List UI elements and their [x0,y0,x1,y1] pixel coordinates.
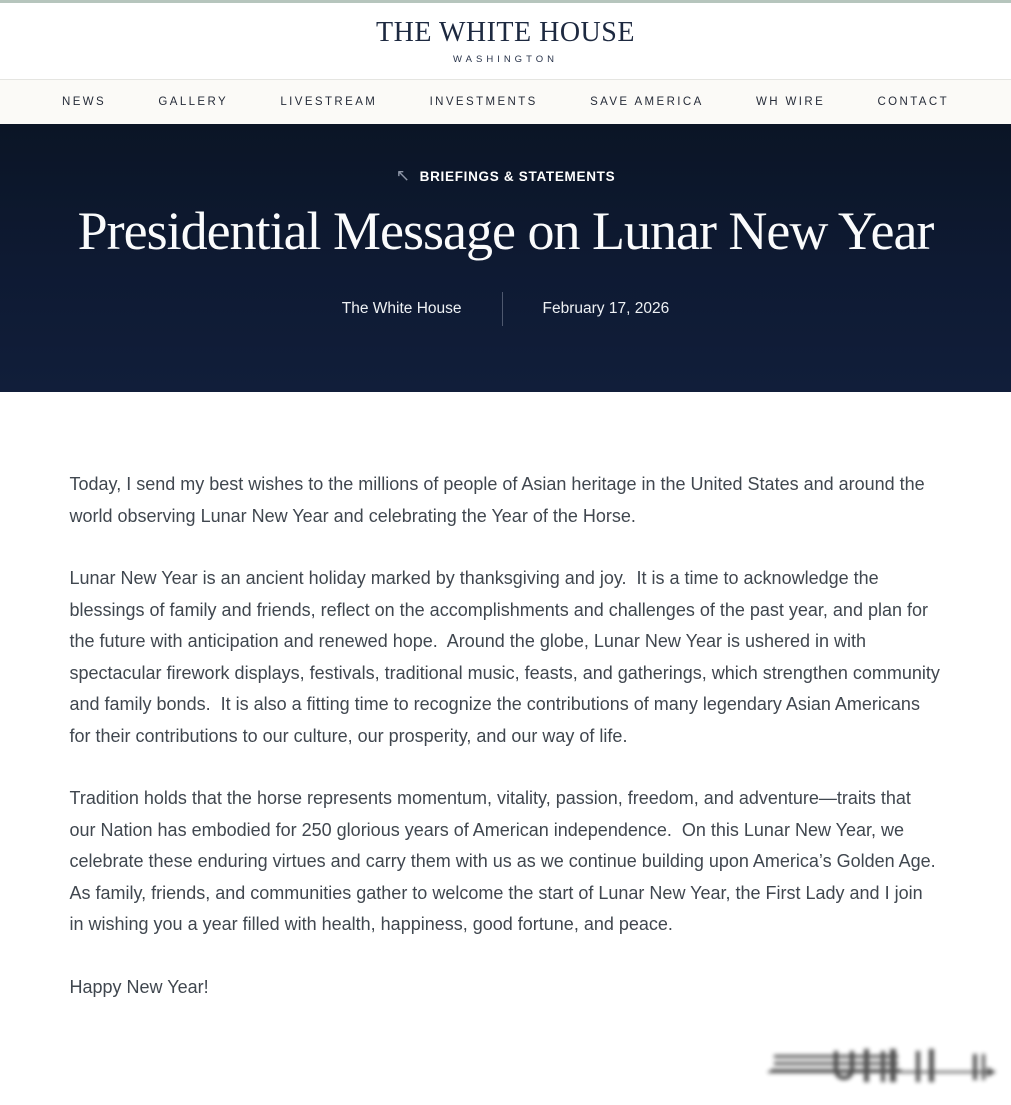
nav-item-news[interactable]: NEWS [62,96,107,108]
watermark-stroke [774,1055,898,1058]
paragraph-1: Today, I send my best wishes to the millions of people of Asian heritage in the United States and around the world observing Lunar New Year and celebrating the Year of the Horse. [69,474,930,526]
primary-nav [0,80,1011,124]
logo-title: THE WHITE HOUSE [376,17,635,48]
watermark-stroke [774,1062,898,1065]
page-title: Presidential Message on Lunar New Year [77,201,934,261]
breadcrumb-label: BRIEFINGS & STATEMENTS [419,169,616,184]
breadcrumb[interactable] [396,168,616,185]
site-header [0,3,1011,80]
watermark-stroke [834,1051,854,1080]
paragraph-3: Tradition holds that the horse represents momentum, vitality, passion, freedom, and adventure—traits that our Nation has embodied for 250 glorious years of American independence. On this Lunar New Year, we celebrate these enduring virtues and carry them with us as we continue building upon America’s Golden Age. As family, friends, and communities gather to welcome the start of Lunar New Year, the First Lady and I join in wishing you a year filled with health, happiness, good fortune, and peace. [69,788,945,934]
watermark-arrowhead [987,1067,996,1077]
site-logo[interactable] [376,17,635,65]
watermark-stroke [768,1071,992,1073]
nav-item-wh-wire[interactable]: WH WIRE [755,96,826,108]
watermark-stroke [881,1051,885,1082]
blurred-watermark [768,1046,996,1090]
watermark-stroke [929,1049,934,1082]
hero-banner [0,124,1011,392]
meta-date: February 17, 2026 [542,299,670,317]
watermark-stroke [864,1049,869,1082]
watermark-stroke [982,1054,985,1080]
nav-item-livestream[interactable]: LIVESTREAM [280,96,378,108]
paragraph-2: Lunar New Year is an ancient holiday marked by thanksgiving and joy. It is a time to acknowledge the blessings of family and friends, reflect on the accomplishments and challenges of the past year, and plan for the future with anticipation and renewed hope. Around the globe, Lunar New Year is ushered in with spectacular firework displays, festivals, traditional music, feasts, and gatherings, which strengthen community and family bonds. It is also a fitting time to recognize the contributions of many legendary Asian Americans for their contributions to our culture, our prosperity, and our way of life. [69,568,945,746]
watermark-stroke [771,1069,901,1072]
arrow-up-left-icon: ↖ [395,166,411,185]
watermark-stroke [890,1049,896,1082]
paragraph-4: Happy New Year! [69,976,209,997]
nav-item-save-america[interactable]: SAVE AMERICA [590,96,704,108]
meta-divider [502,292,503,326]
nav-item-gallery[interactable]: GALLERY [158,96,229,108]
watermark-stroke [916,1051,920,1082]
meta-source: The White House [341,299,462,317]
logo-subtitle: WASHINGTON [453,54,558,65]
article-body [69,392,945,1003]
watermark-stroke [973,1054,977,1080]
article-meta [342,292,669,326]
nav-item-contact[interactable]: CONTACT [877,96,949,108]
nav-item-investments[interactable]: INVESTMENTS [429,96,538,108]
